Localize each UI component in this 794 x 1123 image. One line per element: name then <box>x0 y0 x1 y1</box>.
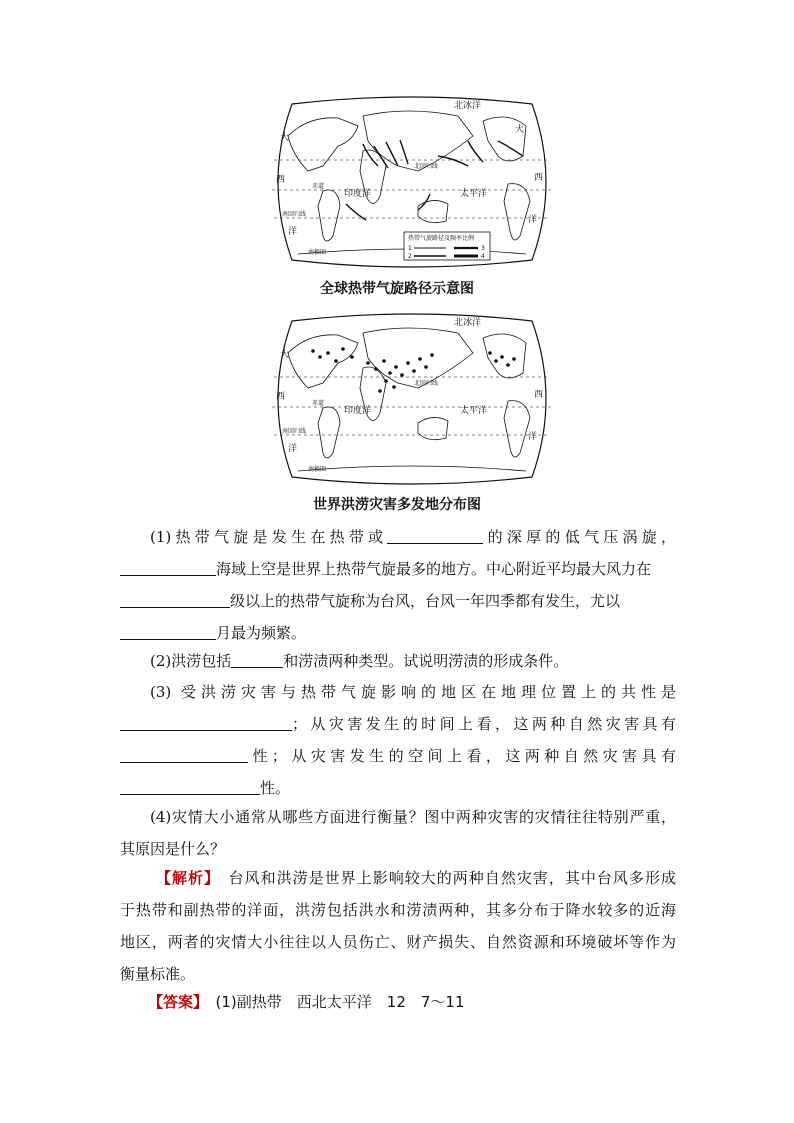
label-antarctic-circle: 南极圈 <box>308 249 327 256</box>
label-yang: 洋 <box>288 227 298 237</box>
label-xi: 西 <box>276 175 286 185</box>
answer-text: (1)副热带 西北太平洋 12 7～11 <box>215 993 465 1011</box>
q1-blank-2 <box>120 559 216 576</box>
q1-text-b: 的深厚的低气压涡旋， <box>483 528 676 546</box>
figure1-caption: 全球热带气旋路径示意图 <box>320 281 474 297</box>
analysis-line-1 <box>120 862 676 894</box>
q1-text-d: 级以上的热带气旋称为台风，台风一年四季都有发生，尤以 <box>230 592 621 610</box>
q2-text-a: (2)洪涝包括 <box>150 652 232 670</box>
q3-text-b: ；从灾害发生的时间上看，这两种自然灾害具有 <box>292 715 676 733</box>
q1-blank-4 <box>120 623 216 640</box>
q1-text-e: 月最为频繁。 <box>216 624 307 642</box>
answer-tag: 【答案】 <box>148 993 201 1011</box>
q1-line-3 <box>120 585 676 617</box>
q3-blank-1 <box>120 714 292 731</box>
legend-title: 热带气旋路径及频率比例 <box>408 235 475 242</box>
label-pacific-ocean-2: 太平洋 <box>460 406 488 416</box>
flood-distribution-map <box>268 313 556 485</box>
q3-line-1: (3) 受洪涝灾害与热带气旋影响的地区在地理位置上的共性是 <box>150 683 676 701</box>
legend-item-3: 3 <box>481 245 485 252</box>
label-yang-2: 洋 <box>528 215 538 225</box>
answer <box>120 986 676 1018</box>
q4-line-2: 其原因是什么？ <box>120 840 226 858</box>
analysis-line-2: 于热带和副热带的洋面，洪涝包括洪水和涝渍两种，其多分布于降水较多的近海 <box>120 901 676 919</box>
q1-line-2 <box>120 553 676 585</box>
legend-item-2: 2 <box>408 253 412 260</box>
q2-text-b: 和涝渍两种类型。试说明涝渍的形成条件。 <box>283 652 569 670</box>
q3-line-3 <box>120 740 676 772</box>
q3-line-2 <box>120 708 676 740</box>
label-da-2: 大 <box>515 125 525 135</box>
label-yang-4: 洋 <box>528 432 538 442</box>
label-da-3: 大 <box>280 350 290 360</box>
q3-blank-3 <box>120 778 260 795</box>
question-1 <box>120 521 676 649</box>
analysis-text-1: 台风和洪涝是世界上影响较大的两种自然灾害，其中台风多形成 <box>228 869 676 887</box>
q3-text-c: 性；从灾害发生的空间上看，这两种自然灾害具有 <box>248 747 676 765</box>
map-graphic <box>268 96 556 268</box>
label-indian-ocean-2: 印度洋 <box>344 406 372 416</box>
q2-blank <box>231 651 283 668</box>
label-xi-3: 西 <box>276 392 286 402</box>
q3-text-d: 性。 <box>260 779 291 797</box>
map-graphic-2 <box>268 313 556 485</box>
analysis-line-4: 衡量标准。 <box>120 965 196 983</box>
question-4 <box>120 801 676 865</box>
analysis-line-3: 地区，两者的灾情大小往往以人员伤亡、财产损失、自然资源和环境破坏等作为 <box>120 933 676 951</box>
label-south-tropic: 南回归线 <box>282 211 307 218</box>
label-arctic-ocean: 北冰洋 <box>454 101 482 111</box>
q1-blank-3 <box>120 591 230 608</box>
label-equator-2: 赤道 <box>312 400 325 407</box>
figure2-caption: 世界洪涝灾害多发地分布图 <box>313 497 481 513</box>
analysis <box>120 862 676 990</box>
label-xi-4: 西 <box>534 390 544 400</box>
label-antarctic-circle-2: 南极圈 <box>308 466 327 473</box>
q3-blank-2 <box>120 746 248 763</box>
label-north-tropic-2: 北回归线 <box>414 380 439 387</box>
label-da: 大 <box>280 133 290 143</box>
q2-line-1 <box>120 645 676 677</box>
label-south-tropic-2: 南回归线 <box>282 428 307 435</box>
label-indian-ocean: 印度洋 <box>344 189 372 199</box>
q1-text-a: (1)热带气旋是发生在热带或 <box>150 528 388 546</box>
label-yang-3: 洋 <box>288 444 298 454</box>
label-pacific-ocean: 太平洋 <box>460 189 488 199</box>
label-north-tropic: 北回归线 <box>414 163 439 170</box>
legend-item-4: 4 <box>481 253 485 260</box>
label-xi-2: 西 <box>534 173 544 183</box>
answer-line <box>120 986 676 1018</box>
q1-line-1 <box>120 521 676 553</box>
question-2 <box>120 645 676 677</box>
question-3 <box>120 676 676 804</box>
analysis-tag: 【解析】 <box>156 869 213 887</box>
q4-line-1: (4)灾情大小通常从哪些方面进行衡量？图中两种灾害的灾情往往特别严重， <box>150 808 676 826</box>
label-arctic-ocean-2: 北冰洋 <box>454 318 482 328</box>
q1-text-c: 海域上空是世界上热带气旋最多的地方。中心附近平均最大风力在 <box>216 560 652 578</box>
q1-blank-1 <box>387 527 483 544</box>
q3-line-4 <box>120 772 676 804</box>
legend-item-1: 1 <box>408 245 412 252</box>
label-equator: 赤道 <box>312 183 325 190</box>
tropical-cyclone-path-map <box>268 96 556 268</box>
